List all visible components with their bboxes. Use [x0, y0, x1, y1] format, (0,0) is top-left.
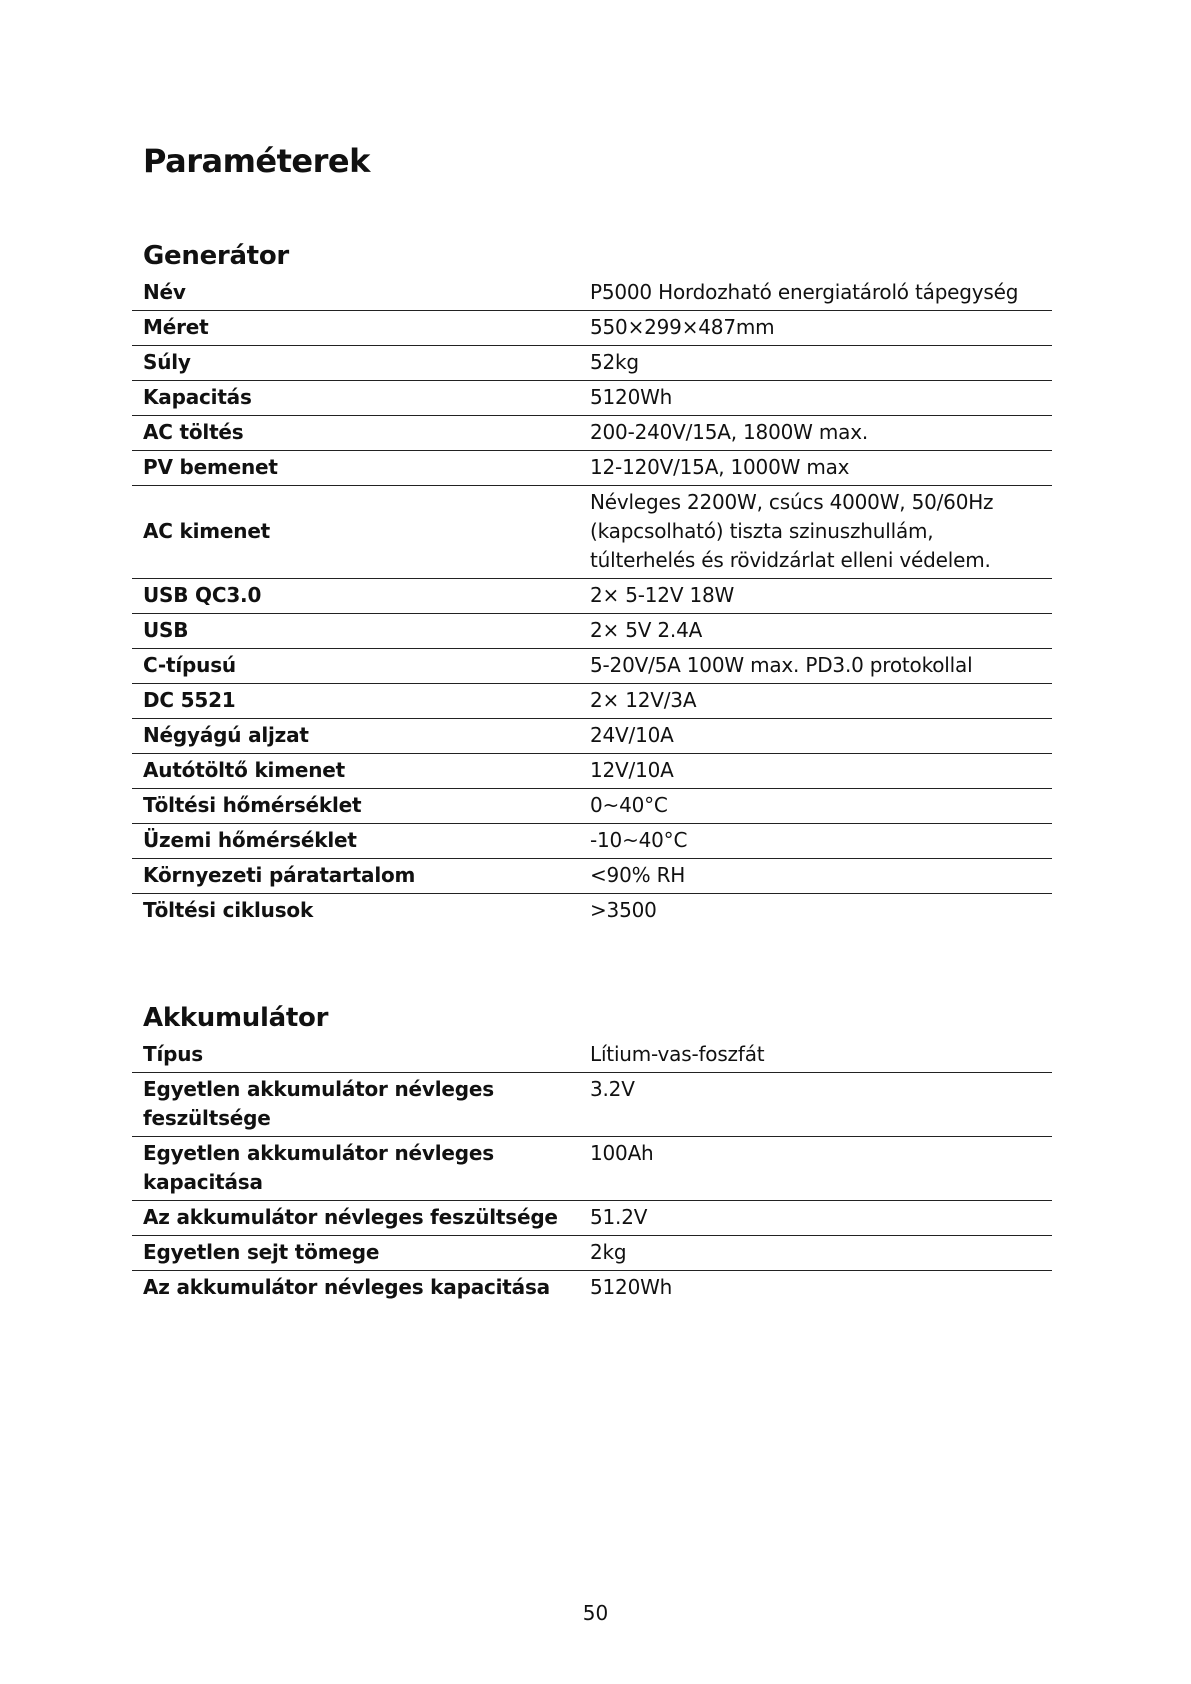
spec-label: Az akkumulátor névleges kapacitása [143, 1275, 550, 1299]
spec-label: Üzemi hőmérséklet [132, 824, 590, 859]
spec-label: DC 5521 [132, 684, 590, 719]
battery-spec-table [132, 1038, 1052, 1305]
spec-label: Autótöltő kimenet [132, 754, 590, 789]
spec-value-line: Névleges 2200W, csúcs 4000W, 50/60Hz [590, 490, 994, 514]
table-row [132, 859, 1052, 894]
table-row [132, 789, 1052, 824]
spec-label: USB [132, 614, 590, 649]
table-row [132, 276, 1052, 311]
table-row [132, 719, 1052, 754]
page-number: 50 [582, 1601, 609, 1625]
table-row [132, 614, 1052, 649]
table-row [132, 1271, 1052, 1306]
spec-label: Az akkumulátor névleges feszültsége [132, 1201, 590, 1236]
table-row [132, 754, 1052, 789]
spec-value: 2kg [590, 1236, 1052, 1271]
spec-label: AC töltés [132, 416, 590, 451]
table-row [132, 1201, 1052, 1236]
table-row [132, 381, 1052, 416]
spec-label: Típus [132, 1038, 590, 1073]
spec-label-line: Egyetlen akkumulátor névleges [143, 1077, 494, 1101]
spec-label: Súly [132, 346, 590, 381]
spec-label: Kapacitás [132, 381, 590, 416]
spec-value: 24V/10A [590, 719, 1052, 754]
spec-value: Lítium-vas-foszfát [590, 1038, 1052, 1073]
spec-value: 52kg [590, 346, 1052, 381]
table-row [132, 416, 1052, 451]
page-title: Paraméterek [143, 142, 370, 180]
battery-section-title: Akkumulátor [143, 1003, 329, 1033]
spec-value: 2× 5V 2.4A [590, 614, 1052, 649]
spec-value: 12-120V/15A, 1000W max [590, 451, 1052, 486]
spec-value: 200-240V/15A, 1800W max. [590, 416, 1052, 451]
spec-label: Négyágú aljzat [132, 719, 590, 754]
generator-spec-table [132, 276, 1052, 928]
spec-label: C-típusú [132, 649, 590, 684]
table-row [132, 579, 1052, 614]
table-row [132, 1236, 1052, 1271]
table-row [132, 311, 1052, 346]
generator-section-title: Generátor [143, 241, 289, 271]
spec-value-line: (kapcsolható) tiszta szinuszhullám, [590, 519, 934, 543]
spec-label: USB QC3.0 [132, 579, 590, 614]
spec-value: <90% RH [590, 859, 1052, 894]
spec-label: AC kimenet [132, 486, 590, 579]
spec-value: 100Ah [590, 1137, 1052, 1201]
spec-value-multiline [590, 486, 1052, 579]
spec-label: Töltési ciklusok [143, 898, 314, 922]
spec-label-line: Egyetlen akkumulátor névleges [143, 1141, 494, 1165]
spec-value: 12V/10A [590, 754, 1052, 789]
table-row [132, 894, 1052, 929]
table-row [132, 824, 1052, 859]
table-row [132, 684, 1052, 719]
spec-value: 0~40°C [590, 789, 1052, 824]
spec-value: 3.2V [590, 1073, 1052, 1137]
spec-label: Név [132, 276, 590, 311]
spec-value: 5120Wh [590, 381, 1052, 416]
spec-label-multiline [132, 1137, 590, 1201]
table-row [132, 451, 1052, 486]
table-row [132, 486, 1052, 579]
spec-value: 5-20V/5A 100W max. PD3.0 protokollal [590, 649, 1052, 684]
spec-value: 550×299×487mm [590, 311, 1052, 346]
spec-label: PV bemenet [132, 451, 590, 486]
table-row [132, 346, 1052, 381]
table-row [132, 1137, 1052, 1201]
spec-value: P5000 Hordozható energiatároló tápegység [590, 276, 1052, 311]
spec-label: Töltési hőmérséklet [132, 789, 590, 824]
spec-label: Méret [132, 311, 590, 346]
battery-section [132, 998, 1052, 1305]
table-row [132, 1073, 1052, 1137]
spec-value: 51.2V [590, 1201, 1052, 1236]
table-row [132, 1038, 1052, 1073]
spec-label-multiline [132, 1073, 590, 1137]
spec-value: 2× 12V/3A [590, 684, 1052, 719]
spec-label: Környezeti páratartalom [132, 859, 590, 894]
generator-section [132, 236, 1052, 928]
table-row [132, 649, 1052, 684]
spec-value: 5120Wh [590, 1275, 673, 1299]
spec-label-line: kapacitása [143, 1170, 263, 1194]
spec-label-line: feszültsége [143, 1106, 271, 1130]
spec-value: >3500 [590, 898, 657, 922]
spec-value-line: túlterhelés és rövidzárlat elleni védelem. [590, 548, 991, 572]
spec-value: -10~40°C [590, 824, 1052, 859]
spec-label: Egyetlen sejt tömege [132, 1236, 590, 1271]
spec-value: 2× 5-12V 18W [590, 579, 1052, 614]
